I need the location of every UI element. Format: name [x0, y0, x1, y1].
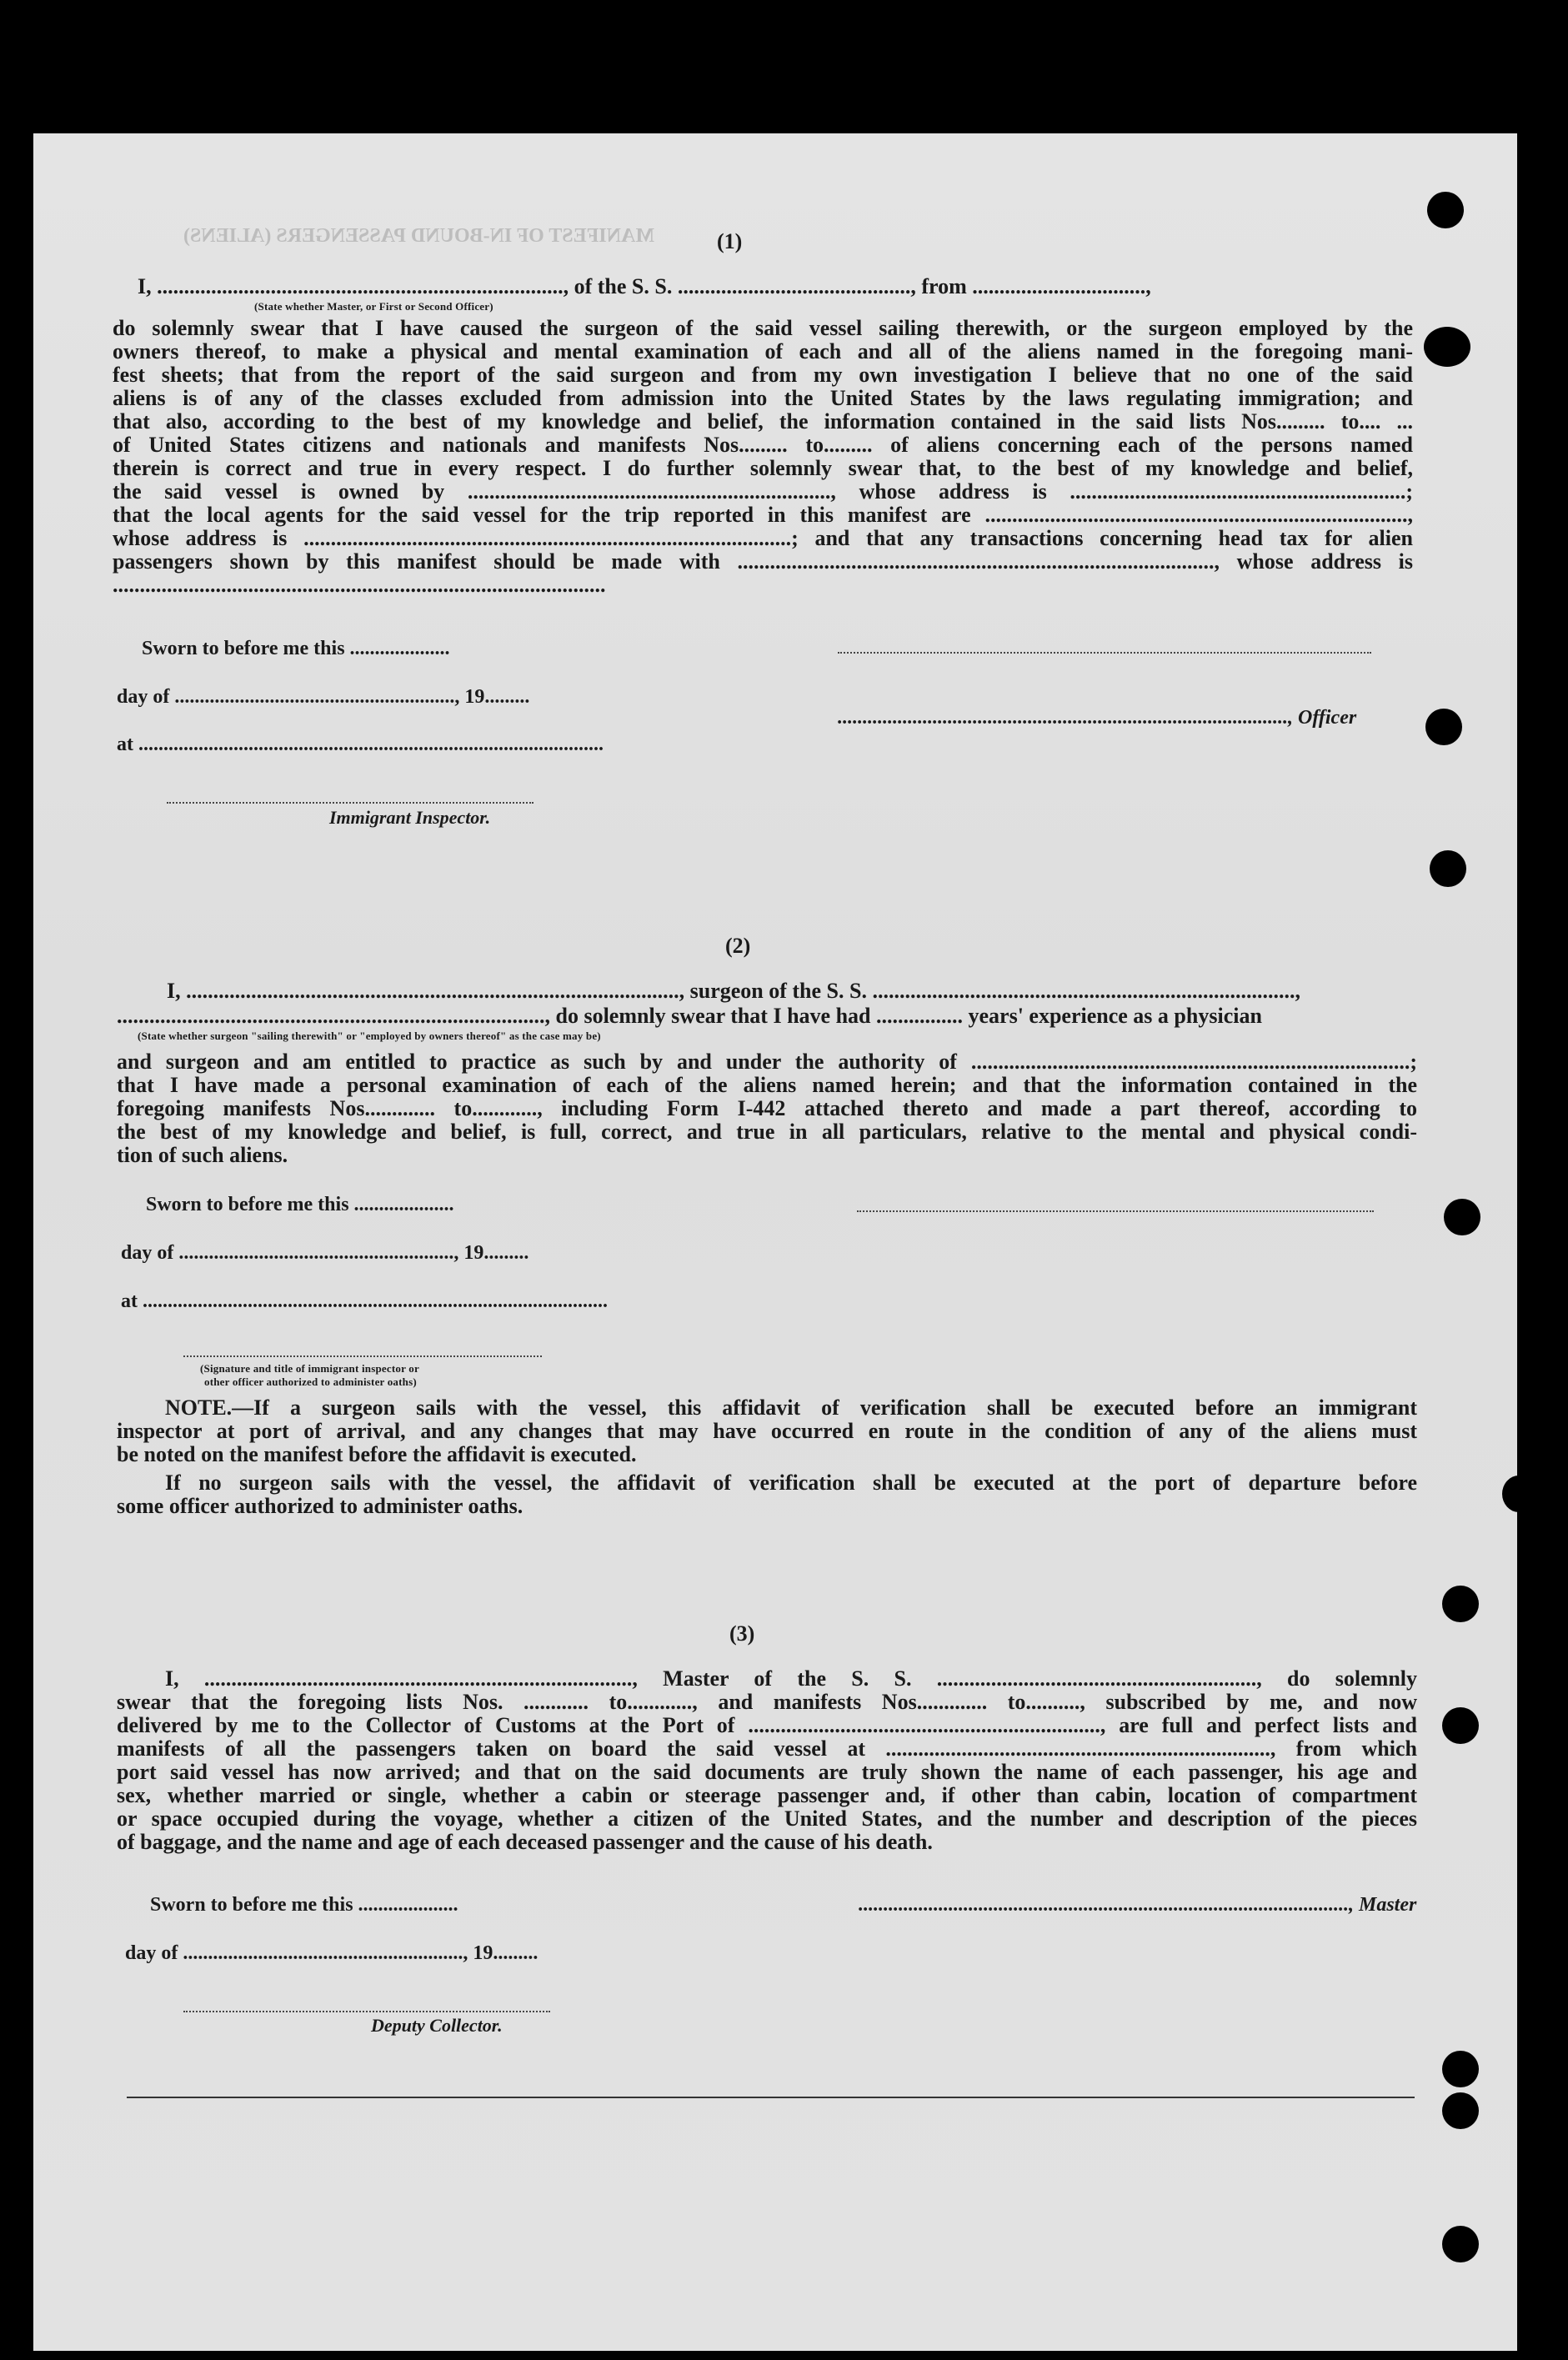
punch-hole: [1442, 2051, 1479, 2087]
form-page: [33, 133, 1517, 2351]
bleed-through-text: MANIFEST OF IN-BOUND PASSENGERS (ALIENS): [183, 225, 654, 247]
officer-signature-rule: [838, 652, 1371, 654]
note-2: If no surgeon sails with the vessel, the affidavit of verification shall be executed at the port of departure before some officer authorized to administer oaths.: [117, 1471, 1417, 1518]
inspector-signature-rule: [167, 802, 534, 804]
section-number: (3): [729, 1621, 755, 1646]
deputy-signature-rule: [183, 2011, 550, 2012]
at-line: at .............................................................................................: [117, 734, 604, 755]
section3-body: I, ..............................................................................., Master of the S. S. ..........................................................., do solemnly swear that the foregoing lists Nos. ............ to............, and manifests Nos............. to.........., subscribed by me, and now delivered by me to the Collector of Customs at the Port of ................................................................., are full and perfect lists and manifests of all the passengers taken on board the said vessel at ......................................................................., from which port said vessel has now arrived; and that on the said documents are truly shown the name of each passenger, his age and sex, whether married or single, whether a cabin or steerage passenger and, if other than cabin, location of compartment or space occupied during the voyage, whether a citizen of the United States, and the number and description of the pieces of baggage, and the name and age of each deceased passenger and the cause of his death.: [117, 1666, 1417, 1854]
role-hint: (State whether surgeon "sailing therewith" or "employed by owners thereof" as the case may be): [138, 1030, 601, 1042]
sworn-line: Sworn to before me this ....................: [146, 1194, 454, 1215]
sworn-line: Sworn to before me this ....................: [150, 1894, 458, 1916]
surgeon-signature-rule: [857, 1210, 1374, 1212]
section2-line1: I, ..........................................................................................., surgeon of the S. S. ..............................................................................,: [167, 979, 1300, 1003]
signature-caption: other officer authorized to administer oaths): [204, 1375, 417, 1388]
section-number: (1): [717, 229, 743, 253]
punch-hole: [1442, 2092, 1479, 2129]
punch-hole: [1442, 2226, 1479, 2262]
inspector-caption: Immigrant Inspector.: [329, 807, 491, 828]
punch-hole: [1442, 1586, 1479, 1622]
deputy-caption: Deputy Collector.: [371, 2015, 503, 2036]
day-of-line: day of ......................................................., 19.........: [121, 1242, 529, 1264]
note: NOTE.—If a surgeon sails with the vessel, this affidavit of verification shall be executed before an immigrant inspector at port of arrival, and any changes that may have occurred en route in the condition of any of the aliens must be noted on the manifest before the affidavit is executed.: [117, 1395, 1417, 1466]
section2-line2: ..............................................................................., do solemnly swear that I have had ................ years' experience as a physician: [117, 1004, 1262, 1028]
at-line: at .............................................................................................: [121, 1290, 608, 1312]
section1-line1: I, ..........................................................................., of the S. S. ..........................................., from ................................,: [138, 274, 1151, 298]
punch-hole: [1424, 327, 1470, 367]
punch-hole: [1430, 850, 1466, 887]
punch-hole: [1442, 1707, 1479, 1744]
punch-hole: [1427, 192, 1464, 228]
punch-hole: [1444, 1199, 1480, 1235]
bottom-rule: [127, 2097, 1415, 2098]
signature-caption: (Signature and title of immigrant inspector or: [200, 1362, 419, 1375]
officer-line: .........................................................................................., Officer: [838, 707, 1357, 729]
section2-body: and surgeon and am entitled to practice as such by and under the authority of .................................................................................; that I have made a personal examination of each of the aliens named herein; and that the information contained in the foregoing manifests Nos............. to............, including Form I-442 attached thereto and made a part thereof, according to the best of my knowledge and belief, is full, correct, and true in all particulars, relative to the mental and physical condi- tion of such aliens.: [117, 1050, 1417, 1167]
punch-hole: [1425, 709, 1462, 745]
master-line: .................................................................................................., Master: [859, 1894, 1417, 1916]
section1-body: do solemnly swear that I have caused the surgeon of the said vessel sailing therewith, or the surgeon employed by the owners thereof, to make a physical and mental examination of each and all of the aliens named in the foregoing mani- fest sheets; that from the report of the said surgeon and from my own investigation I believe that no one of the said aliens is of any of the classes excluded from admission into the United States by the laws regulating immigration; and that also, according to the best of my knowledge and belief, the information contained in the said lists Nos......... to.... ... of United States citizens and nationals and manifests Nos......... to......... of aliens concerning each of the persons named therein is correct and true in every respect. I do further solemnly swear that, to the best of my knowledge and belief, the said vessel is owned by ..................................................................., whose address is ..............................................................; that the local agents for the said vessel for the trip reported in this manifest are .............................................................................., whose address is ..........................................................................................; and that any transactions concerning head tax for alien passengers shown by this manifest should be made with ........................................................................................, whose address is ...........................................................................................: [113, 316, 1413, 597]
inspector-signature-rule: [183, 1355, 542, 1357]
punch-hole: [1502, 1476, 1535, 1512]
day-of-line: day of ........................................................, 19.........: [125, 1942, 539, 1964]
day-of-line: day of ........................................................, 19.........: [117, 686, 530, 708]
role-hint: (State whether Master, or First or Second Officer): [254, 300, 493, 313]
section-number: (2): [725, 934, 751, 958]
sworn-line: Sworn to before me this ....................: [142, 638, 450, 659]
